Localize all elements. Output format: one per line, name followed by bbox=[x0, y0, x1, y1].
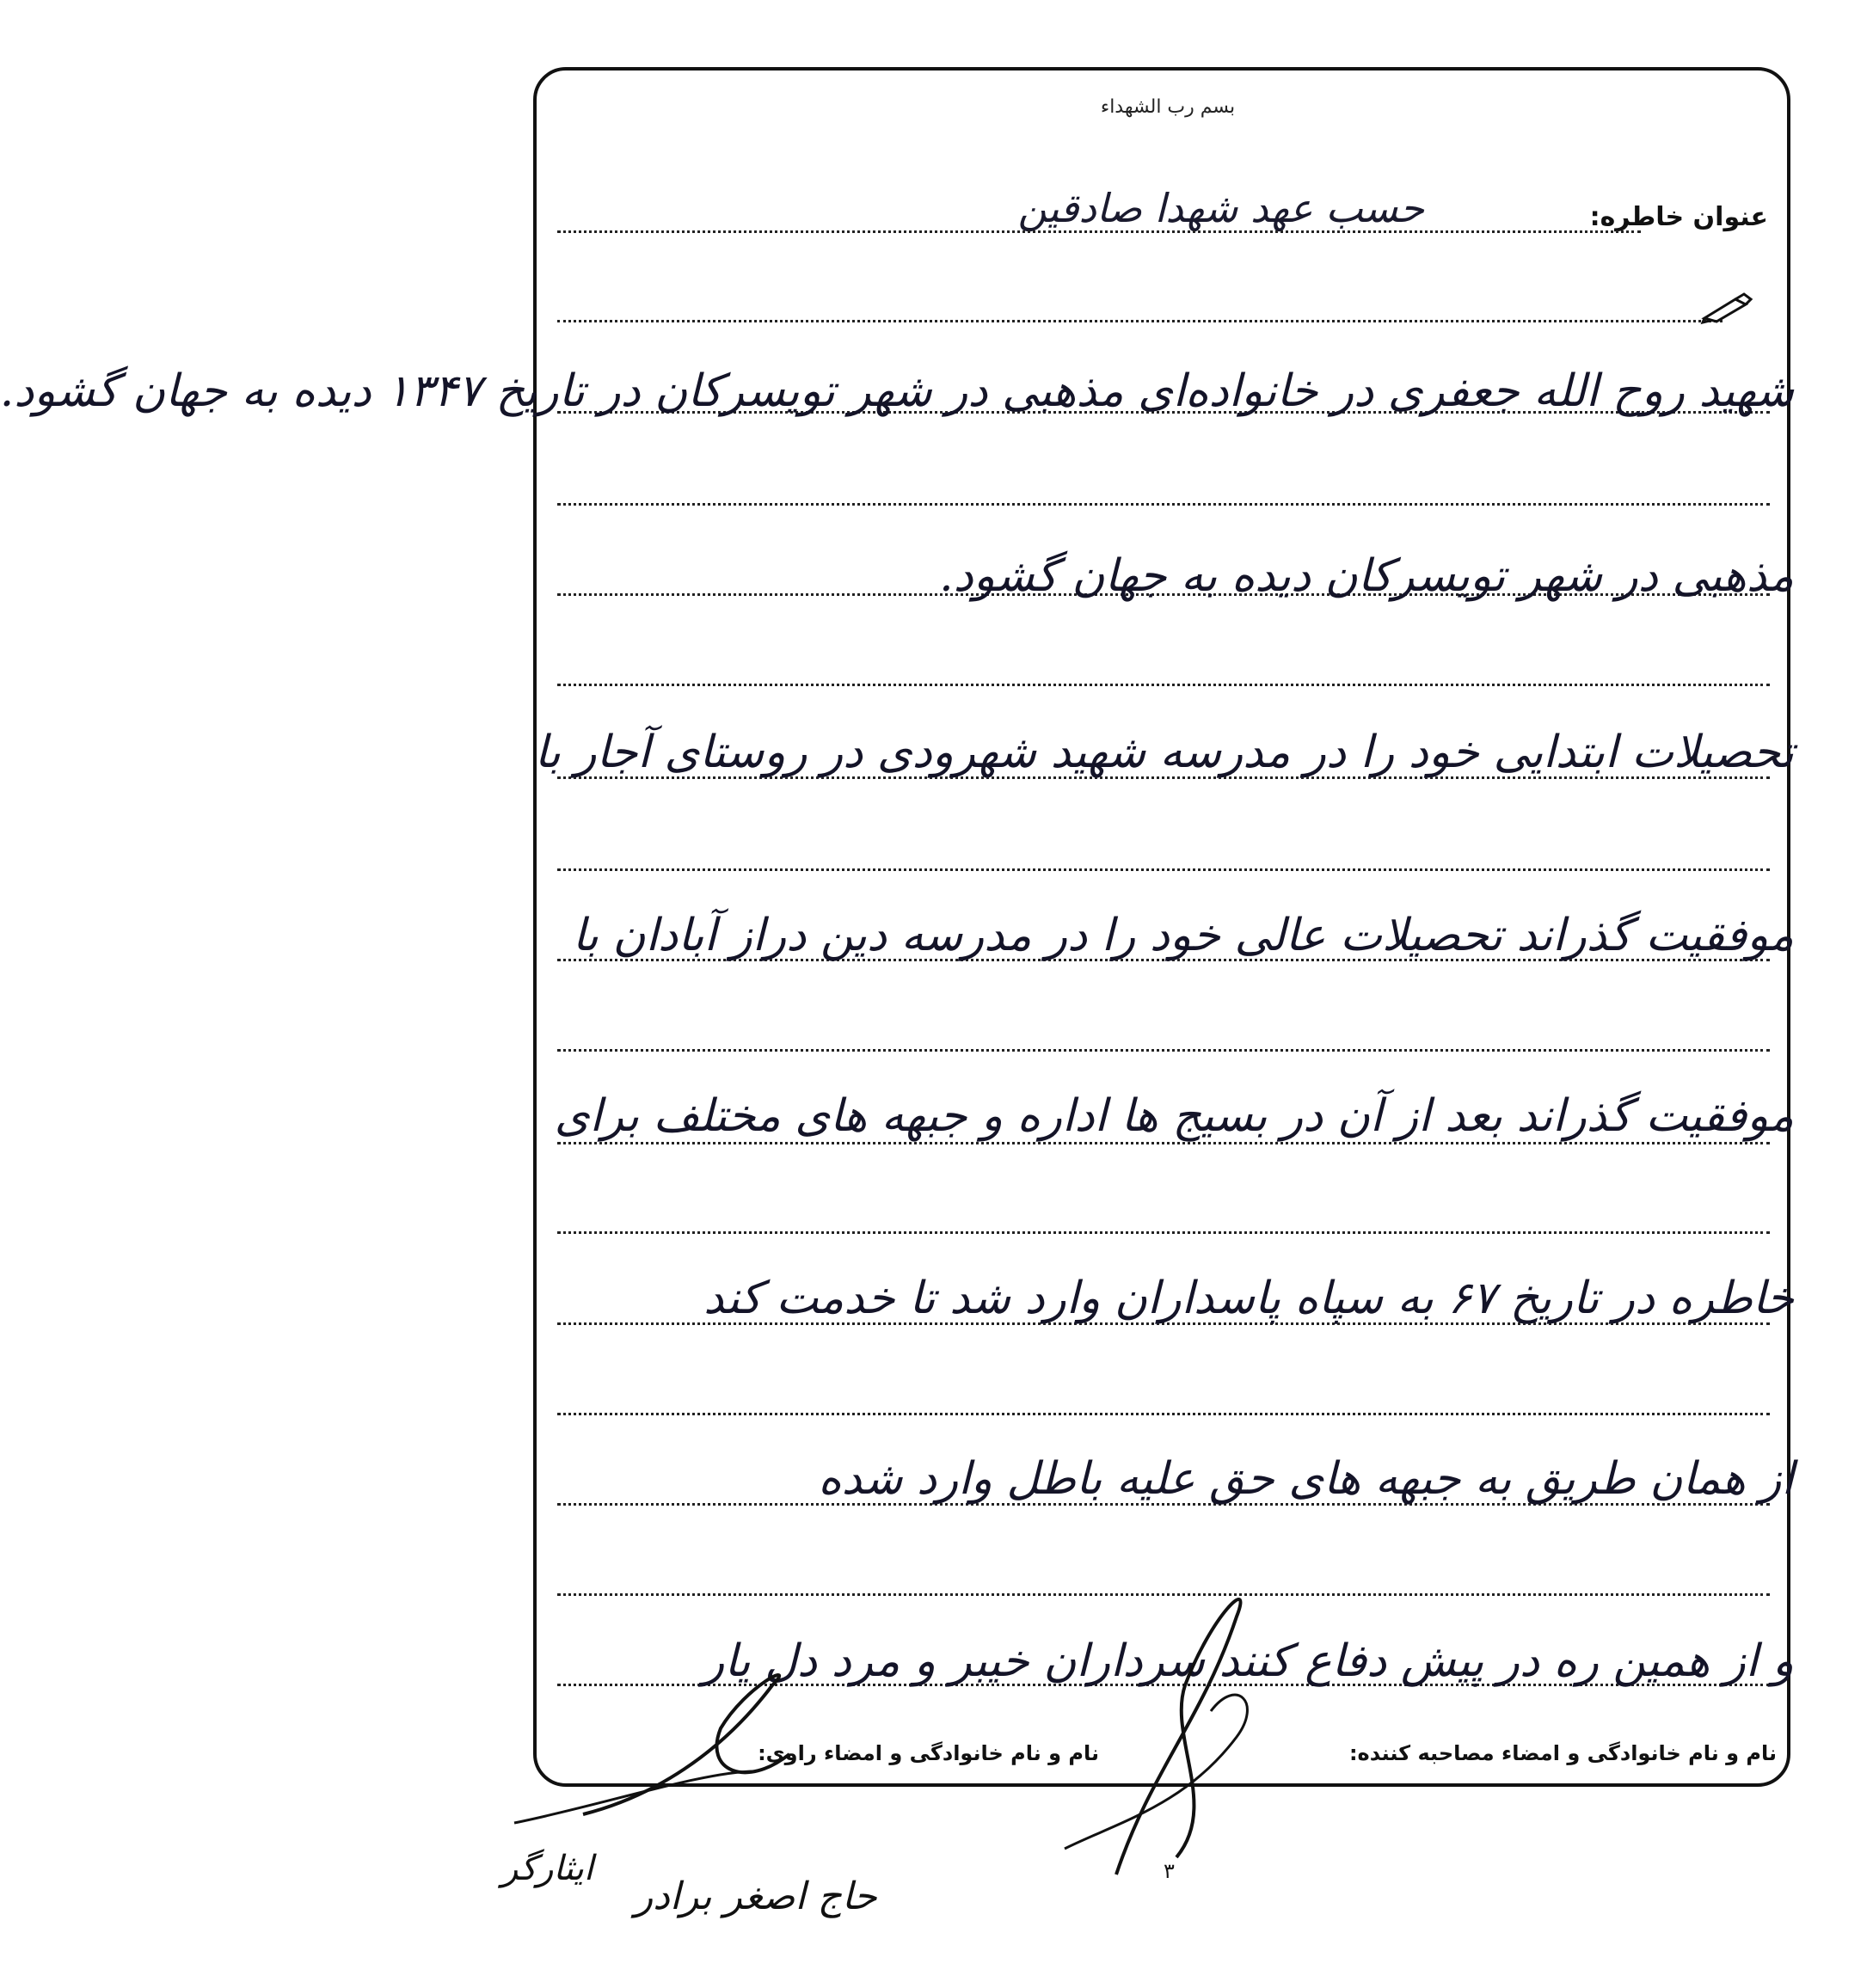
memoir-title-label: عنوان خاطره: bbox=[1589, 202, 1768, 232]
memoir-title-value: حسب عهد شهدا صادقین bbox=[1017, 185, 1424, 231]
handwritten-line: از همان طریق به جبهه های حق علیه باطل وارد شده bbox=[818, 1453, 1794, 1505]
interviewer-signature-label: نام و نام خانوادگی و امضاء مصاحبه کننده: bbox=[1348, 1741, 1777, 1765]
signature-name: حاج اصغر برادر bbox=[635, 1874, 877, 1918]
handwritten-line: مذهبی در شهر تویسرکان دیده به جهان گشود. bbox=[939, 550, 1794, 602]
handwritten-line: تحصیلات ابتدایی خود را در مدرسه شهید شهرودی در روستای آجار با bbox=[534, 727, 1794, 778]
handwritten-line: و از همین ره در پیش دفاع کنند سرداران خیبر و مرد دل یار bbox=[703, 1635, 1794, 1687]
signature-note: ایثارگر bbox=[501, 1849, 593, 1888]
handwritten-line: موفقیت گذراند تحصیلات عالی خود را در مدرسه دین دراز آبادان با bbox=[572, 910, 1794, 961]
page-number: ۳ bbox=[1164, 1859, 1175, 1883]
handwritten-line: خاطره در تاریخ ۶۷ به سپاه پاسداران وارد شد تا خدمت کند bbox=[703, 1273, 1794, 1324]
handwritten-line: شهید روح الله جعفری در خانواده‌ای مذهبی در شهر تویسرکان در تاریخ ۱۳۴۷ دیده به جهان گشود. bbox=[0, 365, 1794, 417]
handwritten-line: موفقیت گذراند بعد از آن در بسیج ها اداره و جبهه های مختلف برای bbox=[554, 1090, 1794, 1142]
page-header: بسم رب الشهداء bbox=[1100, 96, 1236, 118]
narrator-signature-label: نام و نام خانوادگی و امضاء راوی: bbox=[758, 1741, 1099, 1765]
